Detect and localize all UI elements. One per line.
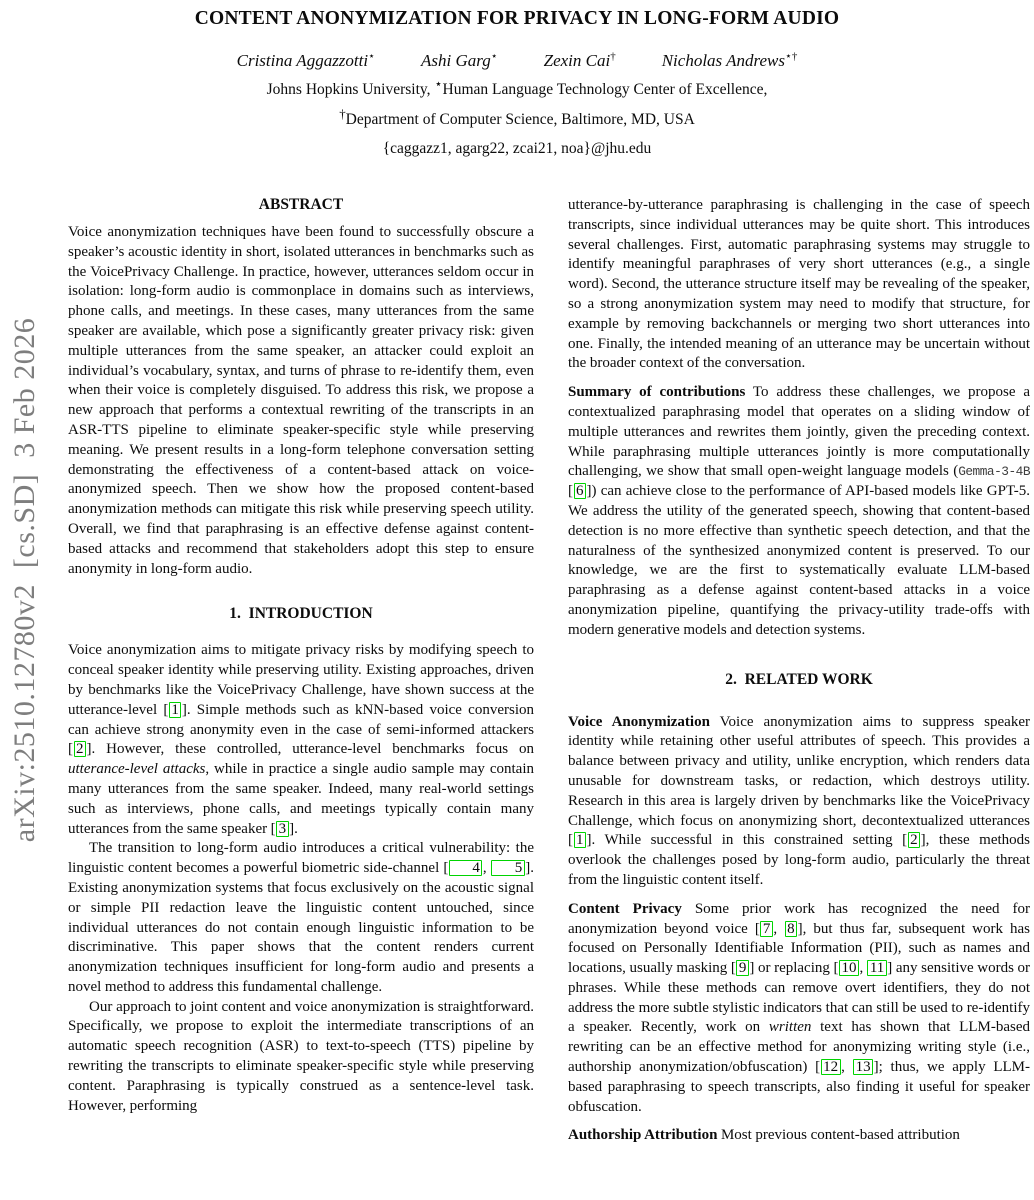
author-name: Zexin Cai xyxy=(543,51,611,70)
citation-ref-3[interactable]: 3 xyxy=(276,821,289,837)
author-name: Ashi Garg xyxy=(420,51,491,70)
code-text: Gemma-3-4B xyxy=(958,464,1030,480)
citation-ref-12[interactable]: 12 xyxy=(821,1059,841,1075)
citation-ref-6[interactable]: 6 xyxy=(574,483,587,499)
author-mark: † xyxy=(610,50,616,63)
text-segment: Department of Computer Science, Baltimore, MD, USA xyxy=(345,110,695,128)
paper-header xyxy=(0,8,1034,161)
author-3 xyxy=(544,51,616,71)
text-segment: . Existing anonymization systems that focus exclusively on the acoustic signal or simple PII redaction leave the linguistic content untouched, since individual utterances do not contain enough linguistic information to be discriminative. This paper shows that the content renders current anonymization techniques insufficient for long-form audio and presents a novel method to address this fundamental challenge. xyxy=(68,860,534,995)
email-line xyxy=(0,138,1034,161)
text-segment: . However, these controlled, utterance-level benchmarks focus on xyxy=(91,741,534,758)
author-4 xyxy=(662,51,798,71)
author-2 xyxy=(421,51,498,71)
author-1 xyxy=(237,51,375,71)
citation-ref-1[interactable]: 1 xyxy=(169,702,182,718)
text-segment: or replacing xyxy=(754,960,834,977)
text-segment: utterance-level attacks xyxy=(68,761,206,778)
intro-paragraph-1 xyxy=(68,641,534,839)
text-segment: utterance-by-utterance paraphrasing is challenging in the case of speech transcripts, since individual utterances may be quite short. This introduces several challenges. First, automatic paraphrasing systems may struggle to identify meaningful paraphrases of very short utterances (e.g., a single word). Second, the utterance structure itself may be revealing of the speaker, so a strong anonymization system may need to modify that structure, for example by removing backchannels or merging two short utterances into one. Finally, the intended meaning of an utterance may be uncertain without the broader context of the conversation. xyxy=(568,197,1030,372)
affiliation-line-2 xyxy=(0,105,1034,132)
intro-paragraph-3 xyxy=(68,998,534,1117)
abstract-heading: ABSTRACT xyxy=(258,196,344,213)
text-segment: ⋆ xyxy=(434,75,443,91)
text-segment: Our approach to joint content and voice anonymization is straightforward. Specifically, we propose to exploit the intermediate transcriptions of an automatic speech recognition (ASR) to text-to-speech (TTS) pipeline by rewriting the transcripts to eliminate speaker-specific style while preserving content. Paraphrasing is typically construed as a sentence-level task. However, performing xyxy=(68,998,534,1114)
abstract-paragraph xyxy=(68,223,534,579)
text-segment: The transition to long-form audio introduces a critical vulnerability: the linguistic content becomes a powerful biometric side-channel xyxy=(68,840,534,877)
text-segment: any sensitive words or phrases. While these methods can remove overt identifiers, they do not address the more subtle stylistic indicators that can still be used to re-identify a speaker. Recently, work on xyxy=(568,960,1031,1036)
citation: [ 7 , 8 ] xyxy=(754,920,803,937)
citation: [ 9 ] xyxy=(730,960,755,977)
text-segment: ) can achieve close to the performance of API-based models like GPT-5. We address the utility of the generated speech, showing that content-based detection is no more effective than synthetic speech detection, and that the naturalness of the synthesized anonymized content is preserved. To our knowledge, we are the first to systematically evaluate LLM-based paraphrasing as a defense against content-based attacks in a voice anonymization pipeline, quantifying the privacy-utility trade-offs with modern generative models and detection systems. xyxy=(568,483,1030,638)
citation-ref-2[interactable]: 2 xyxy=(74,741,87,757)
run-in-heading: Authorship Attribution xyxy=(568,1127,718,1144)
citation-ref-4[interactable]: 4 xyxy=(449,860,483,876)
text-segment: . Simple methods such as kNN-based voice conversion can achieve strong anonymity even in the case of semi-informed attackers xyxy=(68,701,534,738)
citation: [ 10 , 11 ] xyxy=(833,960,893,977)
citation: [ 3 ] xyxy=(270,820,295,837)
citation-ref-2[interactable]: 2 xyxy=(908,832,921,848)
section-2-heading: 2. RELATED WORK xyxy=(725,670,873,688)
arxiv-stamp-text: arXiv:2510.12780v2 [cs.SD] 3 Feb 2026 xyxy=(8,317,41,843)
left-column xyxy=(68,196,534,1116)
text-segment: , while in practice a single audio sample may contain many utterances from the same speaker. Indeed, many real-world settings such as interviews, phone calls, and meetings typically contain many utterances from the same speaker xyxy=(68,761,534,837)
author-name: Nicholas Andrews xyxy=(661,51,785,70)
voice-anonymization-paragraph xyxy=(568,713,1030,891)
citation: [ 2 ] xyxy=(68,741,92,758)
run-in-heading: Summary of contributions xyxy=(568,384,746,401)
right-column xyxy=(568,196,1030,1146)
citation-ref-5[interactable]: 5 xyxy=(491,860,525,876)
text-segment: , these methods overlook the challenges posed by long-form audio, particularly the threat from the linguistic content itself. xyxy=(568,832,1030,888)
text-segment: To address these challenges, we propose a contextualized paraphrasing model that operates on a sliding window of multiple utterances and rewrites them jointly, given the preceding context. While paraphrasing multiple utterances jointly is more computationally challenging, we show that small open-weight language models ( xyxy=(568,384,1030,480)
citation-ref-8[interactable]: 8 xyxy=(785,921,798,937)
author-mark: ⋆† xyxy=(784,50,798,63)
text-segment: written xyxy=(768,1019,812,1036)
author-mark: ⋆ xyxy=(490,50,498,63)
intro-continuation-paragraph xyxy=(568,196,1030,374)
text-segment: Johns Hopkins University, xyxy=(266,81,435,98)
citation-ref-13[interactable]: 13 xyxy=(853,1059,873,1075)
text-segment: Human Language Technology Center of Excellence, xyxy=(442,81,768,98)
text-segment: , but thus far, subsequent work has focused on Personally Identifiable Information (PII), such as names and locations, usually masking xyxy=(568,920,1030,977)
text-segment: . While successful in this constrained setting xyxy=(591,832,903,849)
intro-paragraph-2 xyxy=(68,839,534,997)
text-segment: Voice anonymization aims to suppress speaker identity while retaining other useful attributes of speech. This provides a balance between privacy and utility, unlike encryption, which renders data unusable for downstream tasks, or redaction, which destroys utility. Research in this area is largely driven by benchmarks like the VoicePrivacy Challenge, which focus on anonymizing short, decontextualized utterances xyxy=(568,713,1030,829)
text-segment: Most previous content-based attribution xyxy=(717,1127,960,1144)
content-privacy-paragraph xyxy=(568,900,1030,1118)
text-segment: ; thus, we apply LLM-based paraphrasing to speech transcripts, also finding it useful for speaker obfuscation. xyxy=(568,1059,1030,1115)
paper-title: CONTENT ANONYMIZATION FOR PRIVACY IN LONG-FORM AUDIO xyxy=(194,8,840,29)
author-mark: ⋆ xyxy=(368,50,375,63)
citation-ref-7[interactable]: 7 xyxy=(760,921,773,937)
text-segment: † xyxy=(339,105,346,121)
authors-line xyxy=(0,51,1034,71)
citation: [ 1 ] xyxy=(163,701,187,718)
affiliation-line-1 xyxy=(0,75,1034,102)
affiliation-block xyxy=(0,75,1034,161)
citation: [ 6 ] xyxy=(568,483,592,500)
citation: [ 12 , 13 ] xyxy=(815,1059,879,1076)
citation: [ 2 ] xyxy=(902,832,926,849)
run-in-heading: Voice Anonymization xyxy=(568,713,710,730)
text-segment: text has shown that LLM-based rewriting can be an effective method for anonymizing writing style (i.e., authorship anonymization/obfuscation) xyxy=(568,1019,1030,1076)
summary-of-contributions-paragraph xyxy=(568,383,1030,640)
citation-ref-9[interactable]: 9 xyxy=(736,960,749,976)
citation: [ 4 , 5 ] xyxy=(443,860,531,877)
author-name: Cristina Aggazzotti xyxy=(236,51,369,70)
text-segment: . xyxy=(294,820,298,837)
run-in-heading: Content Privacy xyxy=(568,900,682,917)
text-segment: Some prior work has recognized the need for anonymization beyond voice xyxy=(568,900,1030,937)
text-segment: {caggazz1, agarg22, zcai21, noa}@jhu.edu xyxy=(382,140,652,157)
text-segment: Voice anonymization techniques have been found to successfully obscure a speaker’s acoustic identity in short, isolated utterances in benchmarks such as the VoicePrivacy Challenge. In practice, however, utterances seldom occur in isolation: long-form audio is commonplace in domains such as interviews, phone calls, and meetings. In these cases, many utterances from the same speaker are available, which pose a significantly greater privacy risk: given multiple utterances from the same speaker, an attacker could exploit an individual’s vocabulary, syntax, and turns of phrase to re-identify them, even when their voice is completely disguised. To address this risk, we propose a new approach that performs a contextual rewriting of the transcripts in an ASR-TTS pipeline to eliminate speaker-specific style while preserving meaning. We present results in a long-form telephone conversation setting demonstrating the effectiveness of a content-based attack on voice-anonymized speech. Then we show how the proposed content-based anonymization methods can mitigate this risk while preserving speech utility. Overall, we find that paraphrasing is an effective defense against content-based attacks and recommend that stakeholders adopt this step to ensure anonymity in long-form audio. xyxy=(68,224,534,577)
citation-ref-1[interactable]: 1 xyxy=(574,832,587,848)
citation-ref-10[interactable]: 10 xyxy=(839,960,859,976)
citation-ref-11[interactable]: 11 xyxy=(867,960,886,976)
citation: [ 1 ] xyxy=(568,832,592,849)
text-segment: Voice anonymization aims to mitigate privacy risks by modifying speech to conceal speaker identity while preserving utility. Existing approaches, driven by benchmarks like the VoicePrivacy Challenge, have shown success at the utterance-level xyxy=(68,642,534,718)
section-1-heading: 1. INTRODUCTION xyxy=(229,605,373,623)
authorship-attribution-paragraph xyxy=(568,1126,1030,1146)
